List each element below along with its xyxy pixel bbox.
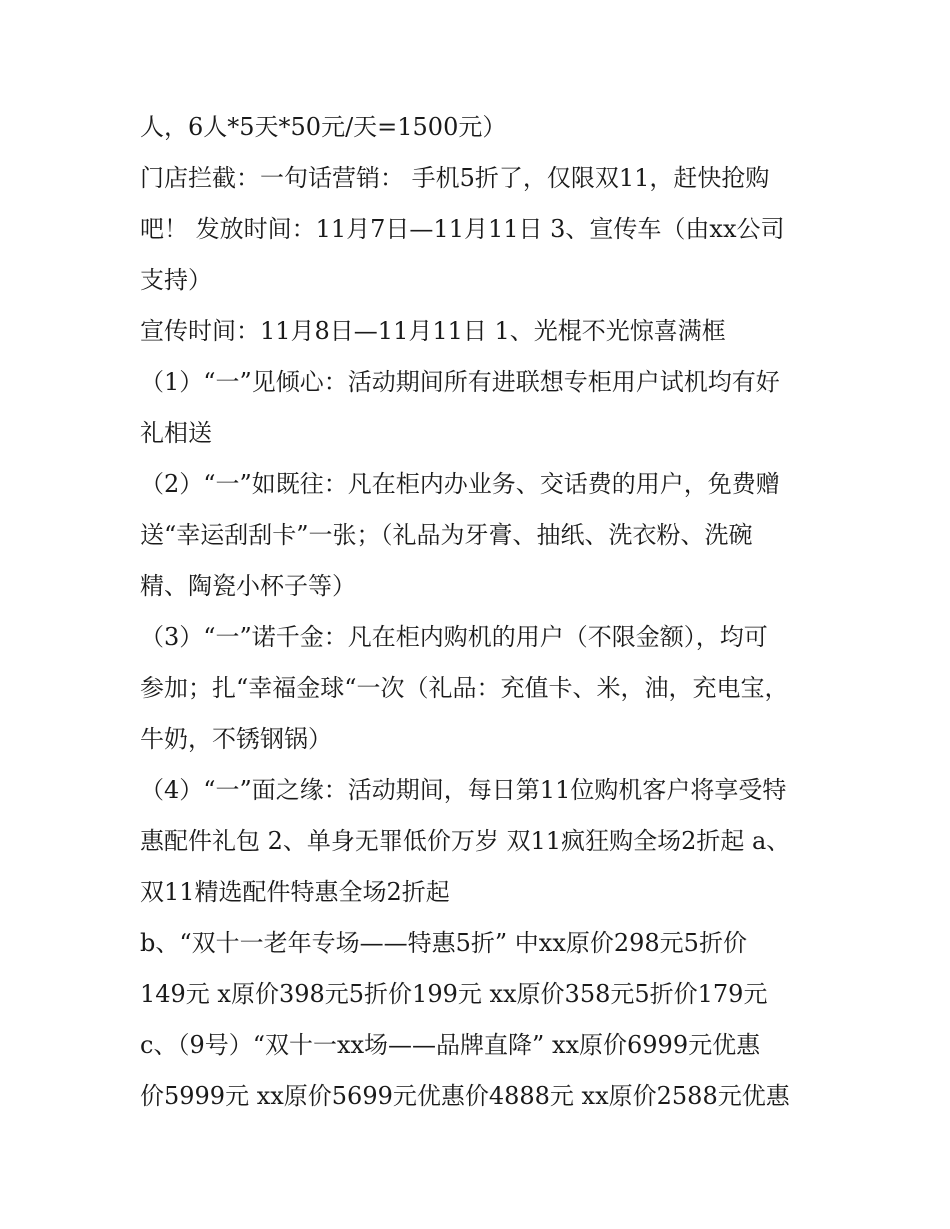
text-line: 双11精选配件特惠全场2折起 [140,878,450,906]
text-line: 送“幸运刮刮卡”一张；（礼品为牙膏、抽纸、洗衣粉、洗碗 [140,521,753,549]
text-line: 支持） [140,266,212,294]
text-line: 人，6人*5天*50元/天=1500元） [140,113,507,141]
text-line: 惠配件礼包 2、单身无罪低价万岁 双11疯狂购全场2折起 a、 [140,827,791,855]
text-line: 参加；扎“幸福金球“一次（礼品：充值卡、米，油，充电宝， [140,674,789,702]
text-line: 牛奶，不锈钢锅） [140,725,332,753]
text-line: 门店拦截：一句话营销： 手机5折了，仅限双11，赶快抢购 [140,164,770,192]
text-line: （4）“一”面之缘：活动期间，每日第11位购机客户将享受特 [140,776,787,804]
text-line: 149元 x原价398元5折价199元 xx原价358元5折价179元 [140,980,768,1008]
text-line: b、“双十一老年专场——特惠5折” 中xx原价298元5折价 [140,929,747,957]
text-line: c、（9号）“双十一xx场——品牌直降” xx原价6999元优惠 [140,1031,761,1059]
text-line: （3）“一”诺千金：凡在柜内购机的用户（不限金额），均可 [140,623,768,651]
text-line: 精、陶瓷小杯子等） [140,572,356,600]
text-line: 宣传时间：11月8日—11月11日 1、光棍不光惊喜满框 [140,317,726,345]
document-body [140,102,820,1122]
text-line: （1）“一”见倾心：活动期间所有进联想专柜用户试机均有好 [140,368,780,396]
text-line: 吧！ 发放时间：11月7日—11月11日 3、宣传车（由xx公司 [140,215,785,243]
text-line: 礼相送 [140,419,212,447]
text-line: 价5999元 xx原价5699元优惠价4888元 xx原价2588元优惠 [140,1082,790,1110]
text-line: （2）“一”如既往：凡在柜内办业务、交话费的用户，免费赠 [140,470,780,498]
